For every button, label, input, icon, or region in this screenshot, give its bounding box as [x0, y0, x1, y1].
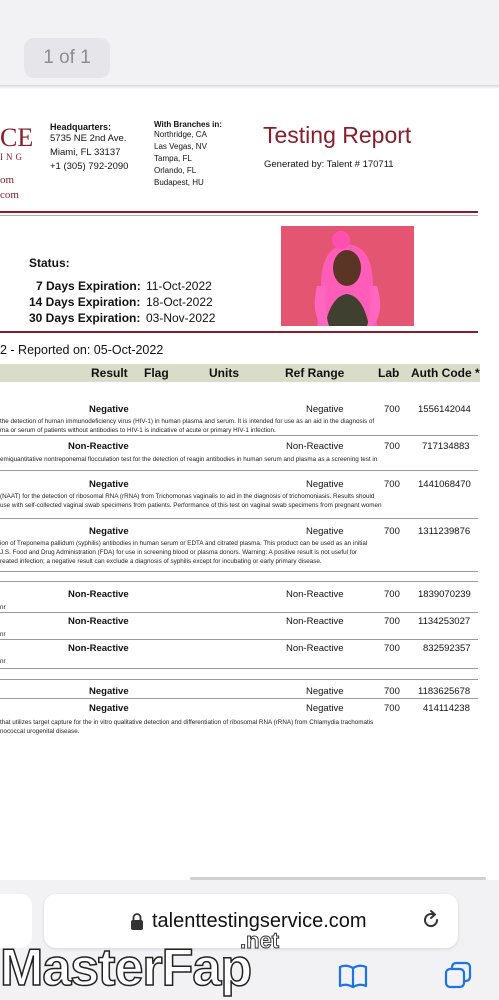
ref-range-value: Negative [306, 404, 344, 415]
ref-range-value: Non-Reactive [286, 441, 344, 452]
branch-item: Northridge, CA [154, 130, 207, 139]
branch-item: Las Vegas, NV [154, 142, 207, 151]
logo-fragment-3: om [0, 174, 15, 186]
ref-range-value: Non-Reactive [286, 589, 344, 600]
result-value: Negative [89, 526, 129, 537]
result-value: Non-Reactive [68, 643, 129, 654]
status-row-value: 18-Oct-2022 [146, 295, 213, 309]
hq-label: Headquarters: [50, 122, 112, 132]
row-divider [0, 668, 478, 669]
auth-code-value: 1134253027 [418, 616, 471, 627]
test-description: use with self-collected vaginal swab specimens from patients. Performance of this test on vaginal swab specimens from pregnant women [0, 502, 382, 509]
lab-value: 700 [384, 643, 400, 654]
lab-value: 700 [384, 526, 400, 537]
result-value: Negative [89, 686, 129, 697]
test-description: emiquantitative nontreponemal flocculation test for the detection of reagin antibodies in human serum and plasma as a screening test in [0, 456, 378, 463]
test-description: that utilizes target capture for the in vitro qualitative detection and differentiation of ribosomal RNA (rRNA) from Chlamydia trachomatis [0, 719, 374, 726]
result-value: Negative [89, 703, 129, 714]
header-rule [0, 211, 478, 213]
status-rule [0, 331, 478, 333]
ref-range-value: Negative [306, 479, 344, 490]
auth-code-value: 1839070239 [418, 589, 471, 600]
page-indicator[interactable]: 1 of 1 [24, 38, 110, 78]
auth-code-value: 1183625678 [418, 686, 471, 697]
branch-item: Tampa, FL [154, 154, 192, 163]
status-row-value: 11-Oct-2022 [146, 279, 212, 293]
result-value: Negative [89, 479, 129, 490]
row-divider [0, 571, 478, 572]
bookmarks-icon[interactable] [338, 963, 368, 989]
lab-value: 700 [384, 404, 400, 415]
auth-code-value: 414114238 [423, 703, 470, 714]
logo-fragment-4: com [0, 189, 19, 201]
viewer-top-bar [0, 0, 499, 85]
generated-by: Generated by: Talent # 170711 [264, 159, 394, 170]
ref-range-value: Non-Reactive [286, 616, 344, 627]
row-divider [0, 435, 478, 436]
test-description: the detection of human immunodeficiency virus (HIV-1) in human plasma and serum. It is intended for use as an aid in the diagnosis of [0, 418, 375, 425]
row-divider [0, 679, 478, 680]
test-description: nr [0, 604, 6, 611]
status-row-label: 30 Days Expiration: [29, 311, 141, 325]
col-result: Result [91, 366, 128, 380]
row-divider [0, 698, 478, 699]
hq-address-line: 5735 NE 2nd Ave. [50, 133, 127, 144]
lab-value: 700 [384, 589, 400, 600]
test-description: nococcal urogenital disease. [0, 728, 80, 735]
talent-photo [281, 226, 414, 326]
status-row-label: 14 Days Expiration: [29, 295, 141, 309]
test-description: reated infection; a negative result can exclude a diagnosis of syphilis except for incubating or early primary disease. [0, 558, 322, 565]
ref-range-value: Negative [306, 686, 344, 697]
test-description: ma or serum of patients without antibodies to HIV-1 is indicative of acute or primary HIV-1 infection. [0, 427, 276, 434]
ref-range-value: Negative [306, 526, 344, 537]
ref-range-value: Non-Reactive [286, 643, 344, 654]
results-table-header [0, 364, 480, 382]
status-row-label: 7 Days Expiration: [36, 279, 141, 293]
col-flag: Flag [144, 366, 169, 380]
lab-value: 700 [384, 616, 400, 627]
col-ref-range: Ref Range [285, 366, 345, 380]
lab-value: 700 [384, 703, 400, 714]
lab-value: 700 [384, 479, 400, 490]
auth-code-value: 1311239876 [418, 526, 471, 537]
header-rule-thin [0, 215, 478, 216]
row-divider [0, 612, 478, 613]
logo-fragment-2: ING [0, 152, 25, 162]
watermark-text: MasterFap [0, 939, 252, 997]
test-description: nr [0, 658, 6, 665]
test-description: J.S. Food and Drug Administration (FDA) for use in screening blood or plasma donors. Warning: A positive result is not useful for [0, 549, 358, 556]
test-description: (NAAT) for the detection of ribosomal RNA (rRNA) from Trichomonas vaginalis to aid in the diagnosis of trichomoniasis. Results should [0, 493, 375, 500]
logo-fragment-1: CE [0, 123, 34, 152]
reported-on: 2 - Reported on: 05-Oct-2022 [0, 343, 164, 357]
result-value: Non-Reactive [68, 441, 129, 452]
row-divider [0, 581, 478, 582]
branch-item: Orlando, FL [154, 166, 197, 175]
test-description: ion of Treponema pallidum (syphilis) antibodies in human serum or EDTA and citrated plasma. This product can be used as an initial [0, 540, 368, 547]
col-auth-code: Auth Code * [411, 366, 480, 380]
status-row-value: 03-Nov-2022 [146, 311, 216, 325]
portrait-image [281, 226, 414, 326]
tabs-icon[interactable] [444, 961, 472, 989]
result-value: Non-Reactive [68, 616, 129, 627]
report-title: Testing Report [263, 122, 412, 148]
result-value: Negative [89, 404, 129, 415]
top-bar-shadow [0, 85, 499, 89]
report-document [0, 90, 499, 880]
auth-code-value: 1556142044 [418, 404, 471, 415]
lab-value: 700 [384, 441, 400, 452]
url-text[interactable]: talenttestingservice.com [152, 910, 367, 932]
reload-icon[interactable] [420, 909, 442, 931]
row-divider [0, 518, 478, 519]
branch-item: Budapest, HU [154, 178, 204, 187]
row-divider [0, 470, 478, 471]
branches-label: With Branches in: [154, 120, 222, 129]
watermark-suffix: .net [240, 928, 280, 953]
col-units: Units [209, 366, 239, 380]
hq-phone-line: +1 (305) 792-2090 [50, 161, 129, 172]
test-description: nr [0, 631, 6, 638]
col-lab: Lab [378, 366, 400, 380]
hq-city-line: Miami, FL 33137 [50, 147, 121, 158]
ref-range-value: Negative [306, 703, 344, 714]
auth-code-value: 832592357 [423, 643, 471, 654]
auth-code-value: 1441068470 [418, 479, 471, 490]
auth-code-value: 717134883 [422, 441, 470, 452]
site-watermark [0, 928, 320, 1000]
result-value: Non-Reactive [68, 589, 129, 600]
lab-value: 700 [384, 686, 400, 697]
status-label: Status: [29, 256, 70, 270]
row-divider [0, 639, 478, 640]
